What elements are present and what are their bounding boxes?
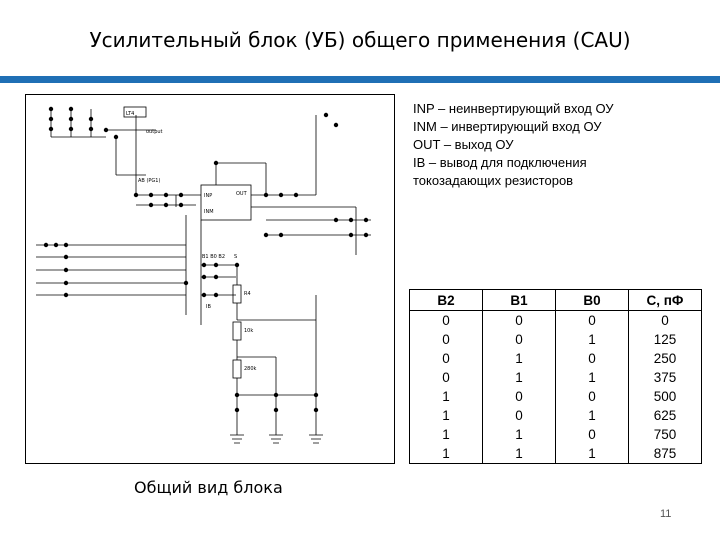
pin-dot	[89, 127, 93, 131]
res-ib-label: IB	[206, 304, 211, 310]
table-cell: 0	[556, 425, 629, 444]
header-b0: B0	[556, 290, 629, 311]
table-cell: 0	[629, 311, 702, 331]
table-row	[410, 311, 702, 331]
table-row	[410, 387, 702, 406]
pin-s-label: S	[234, 254, 238, 260]
title-accent-bar	[0, 76, 720, 83]
pin-dot	[179, 193, 183, 197]
resistor-10k	[233, 322, 241, 340]
table-row	[410, 444, 702, 464]
pin-dot	[349, 233, 353, 237]
table-cell: 1	[410, 425, 483, 444]
table-cell: 250	[629, 349, 702, 368]
table-cell: 1	[556, 444, 629, 464]
ground-symbol	[309, 435, 323, 443]
table-cell: 0	[410, 368, 483, 387]
table-cell: 0	[556, 349, 629, 368]
pin-dot	[279, 193, 283, 197]
table-row	[410, 406, 702, 425]
pin-dot	[49, 127, 53, 131]
pin-dot	[334, 218, 338, 222]
header-b1: B1	[483, 290, 556, 311]
table-cell: 1	[410, 406, 483, 425]
pin-dot	[364, 233, 368, 237]
pin-dot	[64, 268, 68, 272]
table-cell: 0	[556, 387, 629, 406]
pin-dot	[235, 393, 239, 397]
pin-dot	[364, 218, 368, 222]
pin-dot	[202, 293, 206, 297]
pin-dot	[49, 117, 53, 121]
pin-dot	[235, 408, 239, 412]
pin-dot	[64, 281, 68, 285]
pin-dot	[44, 243, 48, 247]
pin-dot	[179, 203, 183, 207]
pin-dot	[114, 135, 118, 139]
amp-label: AB (PG1)	[138, 178, 161, 184]
pin-dot	[134, 193, 138, 197]
res-280k-label: 280k	[244, 366, 257, 372]
header-b2: B2	[410, 290, 483, 311]
pin-dot	[274, 408, 278, 412]
pin-dot	[164, 203, 168, 207]
pin-legend	[413, 100, 713, 190]
table-cell: 0	[410, 349, 483, 368]
table-cell: 1	[483, 368, 556, 387]
pin-dot	[184, 281, 188, 285]
pin-dot	[264, 233, 268, 237]
pin-inm-label: INM	[204, 209, 214, 215]
table-cell: 750	[629, 425, 702, 444]
pin-dot	[149, 193, 153, 197]
pin-dot	[69, 107, 73, 111]
table-cell: 0	[483, 330, 556, 349]
ground-symbol	[230, 435, 244, 443]
table-row	[410, 330, 702, 349]
pin-dot	[149, 203, 153, 207]
table-cell: 0	[483, 311, 556, 331]
pin-dot	[49, 107, 53, 111]
pin-dot	[104, 128, 108, 132]
table-cell: 875	[629, 444, 702, 464]
table-cell: 1	[556, 368, 629, 387]
pin-dot	[54, 243, 58, 247]
res-10k-label: 10k	[244, 328, 254, 334]
legend-line-ib-cont: токозадающих резисторов	[413, 173, 574, 188]
table-cell: 1	[483, 444, 556, 464]
pin-dot	[202, 275, 206, 279]
table-cell: 0	[556, 311, 629, 331]
pin-dot	[214, 263, 218, 267]
pin-dot	[334, 123, 338, 127]
pin-dot	[64, 293, 68, 297]
pin-dot	[89, 117, 93, 121]
pin-dot	[349, 218, 353, 222]
pin-dot	[314, 408, 318, 412]
output-label: output	[146, 129, 163, 135]
table-cell: 1	[483, 425, 556, 444]
legend-line-out: OUT – выход ОУ	[413, 137, 514, 152]
pin-dot	[64, 243, 68, 247]
opamp-name-label: LT4	[126, 111, 135, 117]
pin-dot	[214, 161, 218, 165]
pin-dot	[279, 233, 283, 237]
pin-dot	[294, 193, 298, 197]
legend-line-inm: INM – инвертирующий вход ОУ	[413, 119, 602, 134]
ground-symbol	[269, 435, 283, 443]
table-cell: 0	[483, 406, 556, 425]
table-cell: 1	[556, 330, 629, 349]
slide-title: Усилительный блок (УБ) общего применения (CAU)	[89, 28, 631, 52]
pin-dot	[164, 193, 168, 197]
table-cell: 1	[483, 349, 556, 368]
table-cell: 500	[629, 387, 702, 406]
circuit-diagram	[25, 94, 395, 464]
pin-dot	[324, 113, 328, 117]
pin-dot	[274, 393, 278, 397]
resistor-280k	[233, 360, 241, 378]
legend-line-inp: INP – неинвертирующий вход ОУ	[413, 101, 614, 116]
table-cell: 375	[629, 368, 702, 387]
table-cell: 1	[410, 387, 483, 406]
table-row	[410, 368, 702, 387]
table-cell: 125	[629, 330, 702, 349]
pin-dot	[214, 293, 218, 297]
pin-dot	[202, 263, 206, 267]
capacitance-table	[409, 289, 702, 464]
table-cell: 0	[410, 311, 483, 331]
pin-inp-label: INP	[204, 193, 213, 199]
pin-bits-label: B1 B0 B2	[202, 254, 226, 260]
legend-line-ib: IB – вывод для подключения	[413, 155, 587, 170]
pin-dot	[235, 263, 239, 267]
header-capacitance: C, пФ	[629, 290, 702, 311]
pin-dot	[314, 393, 318, 397]
table-header-row	[410, 290, 702, 311]
table-cell: 625	[629, 406, 702, 425]
table-row	[410, 349, 702, 368]
table-cell: 1	[556, 406, 629, 425]
pin-dot	[264, 193, 268, 197]
pin-dot	[69, 127, 73, 131]
figure-caption: Общий вид блока	[134, 478, 283, 497]
table-cell: 1	[410, 444, 483, 464]
table-cell: 0	[483, 387, 556, 406]
circuit-schematic	[26, 95, 394, 463]
resistor-r4	[233, 285, 241, 303]
pin-out-label: OUT	[236, 191, 247, 197]
table-row	[410, 425, 702, 444]
pin-dot	[64, 255, 68, 259]
page-number: 11	[660, 508, 672, 520]
table-cell: 0	[410, 330, 483, 349]
res-r4-label: R4	[244, 291, 251, 297]
pin-dot	[214, 275, 218, 279]
pin-dot	[69, 117, 73, 121]
